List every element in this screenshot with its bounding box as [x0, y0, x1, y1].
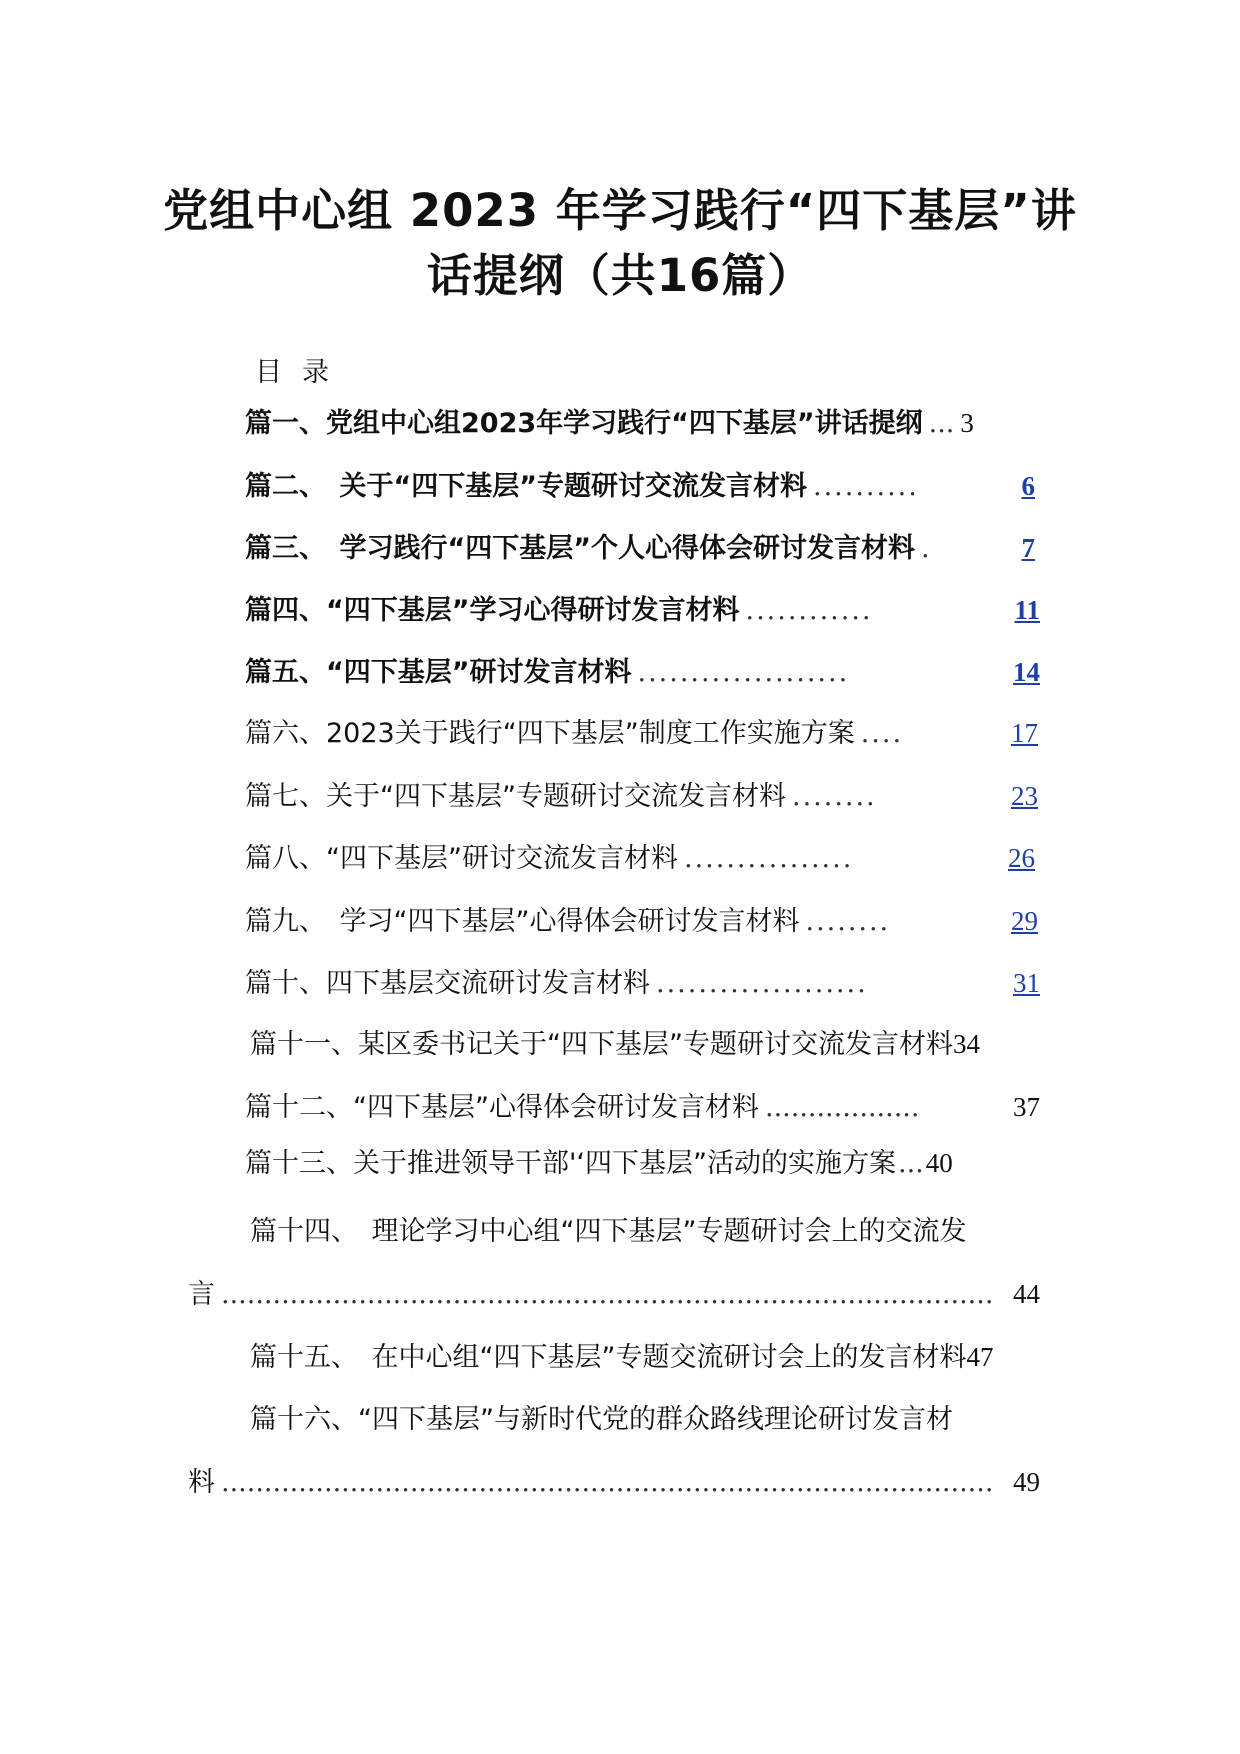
document-title-line-2: 话提纲（共16篇）: [426, 249, 814, 302]
toc-entry-label: 篇九、 学习“四下基层”心得体会研讨发言材料: [245, 906, 800, 937]
toc-page-link[interactable]: 31: [1013, 968, 1040, 998]
toc-page-number: 44: [1013, 1279, 1040, 1309]
toc-entry[interactable]: [245, 473, 1035, 500]
toc-entry[interactable]: [245, 970, 1040, 997]
toc-entry-label[interactable]: 篇十四、 理论学习中心组“四下基层”专题研讨会上的交流发: [250, 1216, 967, 1247]
toc-page-number: 3: [960, 408, 974, 438]
toc-entry-label: 篇一、党组中心组2023年学习践行“四下基层”讲话提纲: [245, 408, 923, 439]
toc-entry[interactable]: [245, 908, 1038, 935]
toc-entry-label: 篇五、“四下基层”研讨发言材料: [245, 657, 632, 688]
toc-page-number: 37: [1013, 1092, 1040, 1122]
document-title-line-1: 党组中心组 2023 年学习践行“四下基层”讲: [163, 184, 1077, 237]
toc-entry[interactable]: [245, 783, 1038, 810]
toc-page-link[interactable]: 11: [1014, 595, 1040, 625]
toc-heading: 目录: [255, 357, 349, 388]
toc-entry-label: 篇十、四下基层交流研讨发言材料: [245, 968, 650, 999]
toc-page-number: 47: [966, 1342, 994, 1372]
toc-page-link[interactable]: 26: [1008, 843, 1035, 873]
toc-entry-label-cont: 料: [188, 1467, 215, 1498]
toc-entry-continuation[interactable]: [188, 1281, 1040, 1308]
toc-leader-dots: ..........................................................................................: [221, 1281, 994, 1308]
toc-entry-label: 篇六、2023关于践行“四下基层”制度工作实施方案: [245, 718, 855, 749]
toc-entry[interactable]: [245, 659, 1040, 686]
toc-entry[interactable]: [245, 535, 1035, 562]
toc-entry-continuation[interactable]: [188, 1469, 1040, 1496]
toc-entry-label: 篇二、 关于“四下基层”专题研讨交流发言材料: [245, 471, 807, 502]
toc-entry-label: 篇八、“四下基层”研讨交流发言材料: [245, 843, 678, 874]
toc-leader-dots: ............: [745, 597, 873, 624]
toc-entry-label-cont: 言: [188, 1279, 215, 1310]
toc-page-number: 34: [952, 1029, 980, 1059]
toc-page-link[interactable]: 23: [1011, 781, 1038, 811]
toc-entry[interactable]: [245, 845, 1035, 872]
toc-page-link[interactable]: 17: [1011, 718, 1038, 748]
toc-page-link[interactable]: 14: [1013, 657, 1040, 687]
toc-leader-dots: ...: [928, 410, 955, 437]
toc-leader-dots: ....................: [637, 659, 850, 686]
toc-entry-label: 篇三、 学习践行“四下基层”个人心得体会研讨发言材料: [245, 533, 915, 564]
toc-leader-dots: ..................: [764, 1094, 920, 1121]
toc-leader-dots: ........: [805, 908, 891, 935]
toc-leader-dots: ....: [860, 720, 904, 747]
toc-entry-label[interactable]: 篇十六、“四下基层”与新时代党的群众路线理论研讨发言材: [250, 1404, 953, 1435]
toc-entry[interactable]: [245, 1150, 953, 1177]
toc-entry[interactable]: [245, 1094, 1040, 1121]
toc-leader-dots: ...: [898, 1150, 924, 1177]
toc-page-link[interactable]: 6: [1021, 471, 1035, 501]
toc-leader-dots: ........: [791, 783, 877, 810]
toc-entry[interactable]: [245, 410, 1035, 437]
toc-leader-dots: ..........................................................................................: [221, 1469, 994, 1496]
toc-entry[interactable]: [250, 1344, 993, 1371]
toc-entry[interactable]: [245, 720, 1038, 747]
toc-leader-dots: .: [921, 535, 932, 562]
toc-page-number: 49: [1013, 1467, 1040, 1497]
toc-page-link[interactable]: 7: [1021, 533, 1035, 563]
toc-entry-label: 篇十三、关于推进领导干部'‘四下基层”活动的实施方案: [245, 1148, 896, 1179]
toc-entry[interactable]: [245, 597, 1040, 624]
toc-page-link[interactable]: 29: [1011, 906, 1038, 936]
toc-entry-label: 篇四、“四下基层”学习心得研讨发言材料: [245, 595, 740, 626]
toc-page-number: 40: [925, 1148, 953, 1178]
toc-leader-dots: ....................: [656, 970, 868, 997]
toc-leader-dots: ..........: [813, 473, 919, 500]
toc-entry-label: 篇十一、某区委书记关于“四下基层”专题研讨交流发言材料: [250, 1029, 953, 1060]
toc-entry-label: 篇七、关于“四下基层”专题研讨交流发言材料: [245, 781, 786, 812]
toc-entry-label: 篇十二、“四下基层”心得体会研讨发言材料: [245, 1092, 759, 1123]
toc-entry-label: 篇十五、 在中心组“四下基层”专题交流研讨会上的发言材料: [250, 1342, 967, 1373]
toc-entry[interactable]: [250, 1031, 980, 1058]
toc-leader-dots: ................: [683, 845, 854, 872]
